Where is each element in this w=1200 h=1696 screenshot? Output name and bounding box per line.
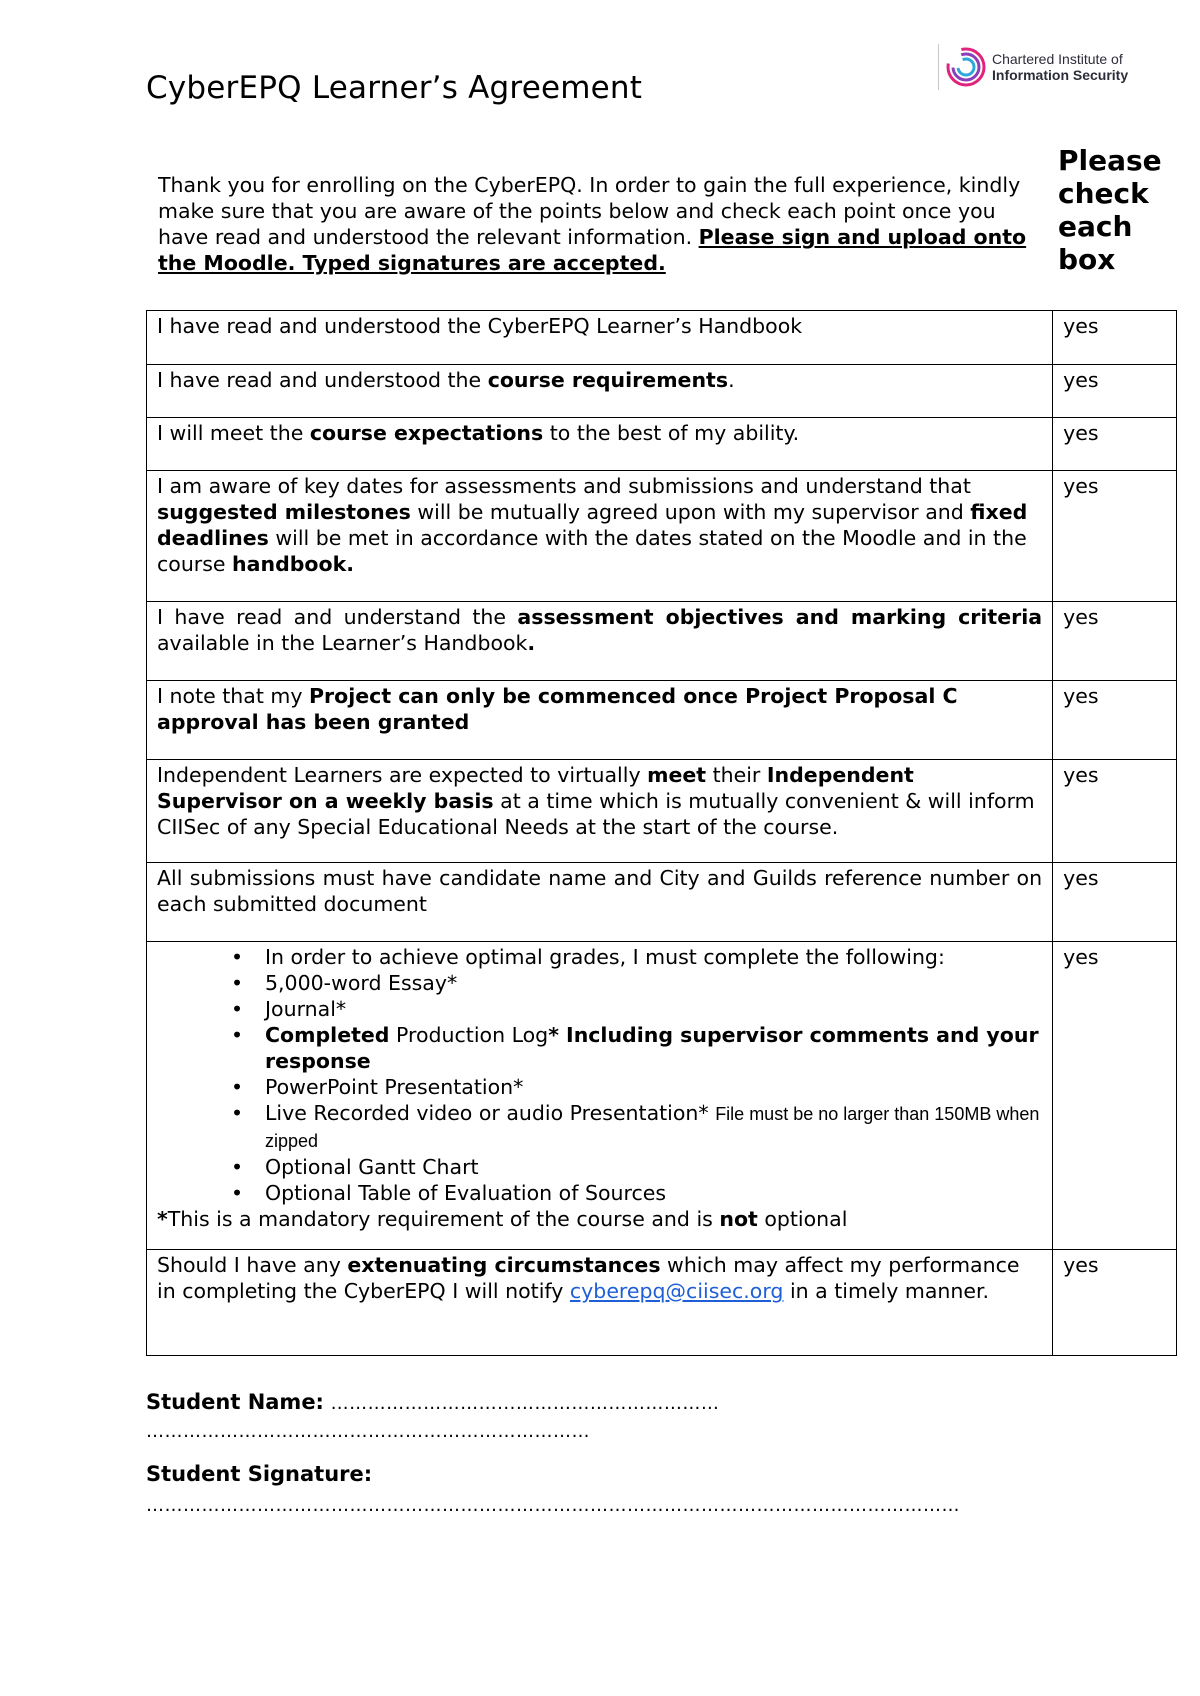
statement-text: will be met in accordance with the dates stated on the Moodle and in the course [157,526,1027,576]
answer-cell[interactable]: yes [1053,1250,1177,1356]
emphasis-text: suggested milestones [157,500,411,524]
answer-cell[interactable]: yes [1053,942,1177,1250]
student-signature-field[interactable]: …………………………………………………………………………………………………………………… [146,1495,960,1516]
logo-line-1: Chartered Institute of [992,51,1123,67]
agreement-row [147,365,1177,418]
requirements-cell [147,942,1053,1250]
ciisec-logo [944,42,1144,92]
emphasis-text: handbook. [232,552,355,576]
list-item [265,944,1042,970]
student-name-field[interactable]: ………………………...…………………………… [330,1393,720,1414]
statement-text: I have read and understand the [157,605,518,629]
agreement-row [147,681,1177,760]
answer-cell[interactable]: yes [1053,681,1177,760]
statement-text: to the best of my ability. [543,421,800,445]
requirements-row [147,942,1177,1250]
student-name-line-2 [146,1418,1146,1442]
statement-text: In order to achieve optimal grades, I must complete the following: [265,945,945,969]
statement-text: Journal* [265,997,347,1021]
agreement-rows [147,311,1177,1356]
emphasis-text: course expectations [309,421,544,445]
logo-divider [938,44,939,90]
page-title: CyberEPQ Learner’s Agreement [146,70,643,106]
answer-cell[interactable]: yes [1053,760,1177,863]
agreement-table [146,310,1177,1356]
statement-text: Optional Table of Evaluation of Sources [265,1181,667,1205]
student-name-line [146,1390,1146,1414]
statement-cell [147,1250,1053,1356]
student-signature-label: Student Signature: [146,1462,373,1486]
extenuating-row [147,1250,1177,1356]
agreement-row [147,418,1177,471]
emphasis-text: meet [647,763,707,787]
agreement-row [147,760,1177,863]
statement-text: will be mutually agreed upon with my supervisor and [410,500,971,524]
statement-cell [147,602,1053,681]
answer-cell[interactable]: yes [1053,602,1177,681]
student-signature-line [146,1492,1146,1516]
emphasis-text: * Including supervisor comments and your response [265,1023,1039,1073]
statement-text: Independent Learners are expected to virtually [157,763,648,787]
student-name-label: Student Name: [146,1390,324,1414]
list-item [265,1074,1042,1100]
statement-text: I will meet the [157,421,310,445]
emphasis-text: Completed [265,1023,390,1047]
student-signature-label-line [146,1462,1146,1486]
statement-cell [147,471,1053,602]
agreement-row [147,602,1177,681]
statement-cell [147,760,1053,863]
emphasis-text: * [157,1207,168,1231]
agreement-row [147,863,1177,942]
emphasis-text: . [527,631,536,655]
statement-text: I am aware of key dates for assessments and submissions and understand that [157,474,971,498]
statement-text: which may affect my performance in completing the CyberEPQ I will notify [157,1253,1020,1303]
statement-text: 5,000-word Essay* [265,971,458,995]
answer-cell[interactable]: yes [1053,365,1177,418]
statement-cell [147,418,1053,471]
list-item [265,996,1042,1022]
statement-text: Optional Gantt Chart [265,1155,479,1179]
statement-cell [147,365,1053,418]
statement-text: Should I have any [157,1253,348,1277]
logo-line-2: Information Security [992,67,1129,83]
list-item [265,1180,1042,1206]
statement-text: Live Recorded video or audio Presentation* [265,1101,716,1125]
emphasis-text: not [719,1207,758,1231]
list-item [265,1022,1042,1074]
intro-body: Thank you for enrolling on the CyberEPQ. In order to gain the full experience, kindly make sure that you are aware of the points below and check each point once you have read and understood the relevant information. [158,173,1021,249]
statement-text: . [728,368,735,392]
statement-text: optional [757,1207,848,1231]
emphasis-text: course requirements [487,368,729,392]
statement-text: All submissions must have candidate name and City and Guilds reference number on each submitted document [157,866,1043,916]
answer-cell[interactable]: yes [1053,418,1177,471]
statement-text: in a timely manner. [783,1279,990,1303]
list-item [265,1100,1042,1154]
statement-text: I have read and understood the [157,368,488,392]
ciisec-logo-icon [944,45,988,89]
answer-cell[interactable]: yes [1053,311,1177,365]
answer-cell[interactable]: yes [1053,471,1177,602]
emphasis-text: fixed deadlines [157,500,1028,550]
statement-cell [147,681,1053,760]
list-item [265,970,1042,996]
emphasis-text: Project can only be commenced once Project Proposal C approval has been granted [157,684,958,734]
statement-text: their [706,763,767,787]
agreement-row [147,471,1177,602]
statement-text: I have read and understood the CyberEPQ Learner’s Handbook [157,314,803,338]
emphasis-text: Independent Supervisor on a weekly basis [157,763,914,813]
requirements-list [157,944,1042,1206]
email-link[interactable]: cyberepq@ciisec.org [569,1279,784,1303]
statement-text: I note that my [157,684,310,708]
check-column-header: Please check each box [1058,144,1162,276]
agreement-row [147,311,1177,365]
statement-cell [147,311,1053,365]
statement-text: available in the Learner’s Handbook [157,631,528,655]
intro-text [158,172,1038,276]
mandatory-footnote [157,1206,1042,1232]
statement-cell [147,863,1053,942]
emphasis-text: extenuating circumstances [347,1253,661,1277]
statement-text: PowerPoint Presentation* [265,1075,524,1099]
statement-text: Production Log [389,1023,549,1047]
statement-text: This is a mandatory requirement of the course and is [167,1207,720,1231]
list-item [265,1154,1042,1180]
statement-text: File must be no larger than 150MB when zipped [265,1104,1040,1151]
statement-text: at a time which is mutually convenient & will inform CIISec of any Special Educational Needs at the start of the course. [157,789,1035,839]
intro-emphasis: Please sign and upload onto the Moodle. Typed signatures are accepted. [158,225,1027,275]
emphasis-text: assessment objectives and marking criteria [517,605,1043,629]
answer-cell[interactable]: yes [1053,863,1177,942]
student-name-field-continued[interactable]: ……………………………………………………………… [146,1421,590,1442]
